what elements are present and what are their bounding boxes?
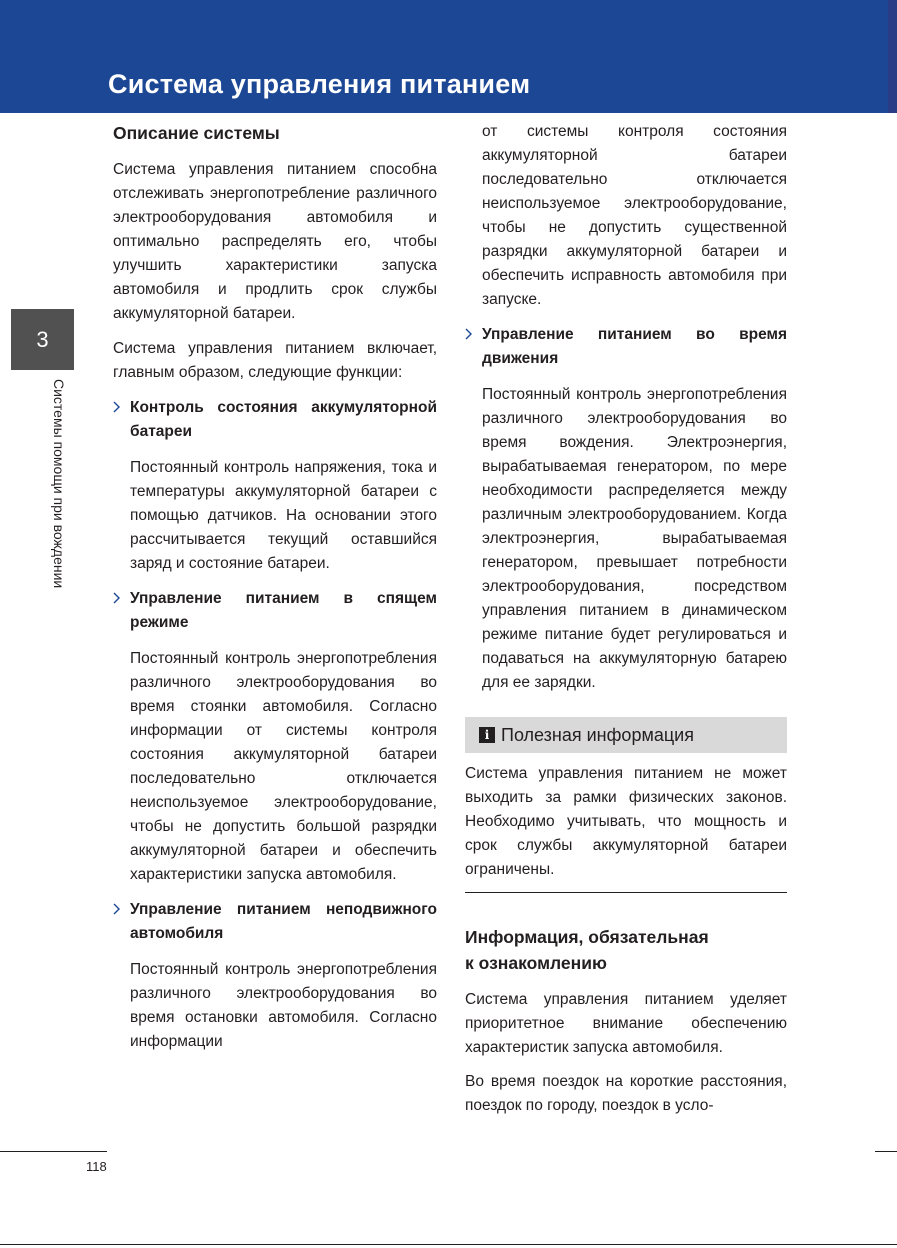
left-column: [113, 120, 437, 1054]
page-bottom-line: [0, 1244, 897, 1245]
info-box-divider: [465, 892, 787, 893]
bullet-title-text: Управление питанием неподвижного автомобиля: [130, 901, 437, 942]
info-box-text: Система управления питанием не может выходить за рамки физических законов. Необходимо учитывать, что мощность и срок службы аккумуляторной батареи ограничены.: [465, 765, 787, 878]
heading-line-2: к ознакомлению: [465, 953, 607, 973]
paragraph-functions: Система управления питанием включает, главным образом, следующие функции:: [113, 340, 437, 381]
chevron-right-icon: [112, 901, 122, 917]
bullet-driving: [465, 323, 787, 695]
bullet-text: Постоянный контроль напряжения, тока и температуры аккумуляторной батареи с помощью датчиков. На основании этого рассчитывается текущий оставшийся заряд и состояние батареи.: [130, 459, 437, 572]
bullet-battery-monitoring: [113, 396, 437, 576]
right-column: [465, 120, 787, 1118]
bullet-sleep-mode: [113, 587, 437, 887]
bullet-title-text: Контроль состояния аккумуляторной батареи: [130, 399, 437, 440]
bullet-title: [130, 396, 437, 444]
chapter-side-label: Системы помощи при вождении: [51, 379, 67, 589]
bullet-text: Постоянный контроль энергопотребления различного электрооборудования во время стоянки автомобиля. Согласно информации от системы контроля состояния аккумуляторной батареи последовательно отключается неиспользуемое электрооборудование, чтобы не допустить большой разрядки аккумуляторной батареи и обеспечить характеристики запуска автомобиля.: [130, 650, 437, 883]
chevron-right-icon: [112, 399, 122, 415]
bullet-title: [482, 323, 787, 371]
paragraph-short-trips: Во время поездок на короткие расстояния, поездок по городу, поездок в усло-: [465, 1073, 787, 1114]
footer-rule: [0, 1151, 107, 1152]
page-title: Система управления питанием: [108, 69, 531, 99]
info-icon: i: [479, 727, 495, 743]
paragraph-intro: Система управления питанием способна отслеживать энергопотребление различного электрооборудования автомобиля и оптимально распределять его, чтобы улучшить характеристики запуска автомобиля и продлить срок службы аккумуляторной батареи.: [113, 161, 437, 322]
info-box-title: Полезная информация: [501, 725, 694, 745]
section-heading-notice: [465, 924, 787, 976]
bullet-title: [130, 587, 437, 635]
bullet-title-text: Управление питанием в спящем режиме: [130, 590, 437, 631]
section-heading-description: Описание системы: [113, 123, 280, 143]
bullet-stationary: [113, 898, 437, 1054]
continued-text-block: [465, 120, 787, 312]
chevron-right-icon: [464, 326, 474, 342]
chapter-number-tab: 3: [11, 309, 74, 370]
chevron-right-icon: [112, 590, 122, 606]
footer-rule-right: [875, 1151, 897, 1152]
continued-paragraph: от системы контроля состояния аккумуляторной батареи последовательно отключается неиспользуемое электрооборудование, чтобы не допустить существенной разрядки аккумуляторной батареи и обеспечить исправность автомобиля при запуске.: [482, 123, 787, 308]
info-box-header: [465, 717, 787, 753]
heading-line-1: Информация, обязательная: [465, 927, 709, 947]
bullet-text: Постоянный контроль энергопотребления различного электрооборудования во время вождения. Электроэнергия, вырабатываемая генератором, по мере необходимости распределяется между различным электрооборудованием. Когда электроэнергия, вырабатываемая генератором, превышает потребности электрооборудования, посредством управления питанием в динамическом режиме питание будет регулироваться и подаваться на аккумуляторную батарею для ее зарядки.: [482, 386, 787, 691]
header-edge-strip: [888, 0, 897, 113]
paragraph-priority: Система управления питанием уделяет приоритетное внимание обеспечению характеристик запуска автомобиля.: [465, 991, 787, 1056]
bullet-title-text: Управление питанием во время движения: [482, 326, 787, 367]
bullet-title: [130, 898, 437, 946]
page-number: 118: [86, 1159, 107, 1174]
bullet-text: Постоянный контроль энергопотребления различного электрооборудования во время остановки автомобиля. Согласно информации: [130, 961, 437, 1050]
